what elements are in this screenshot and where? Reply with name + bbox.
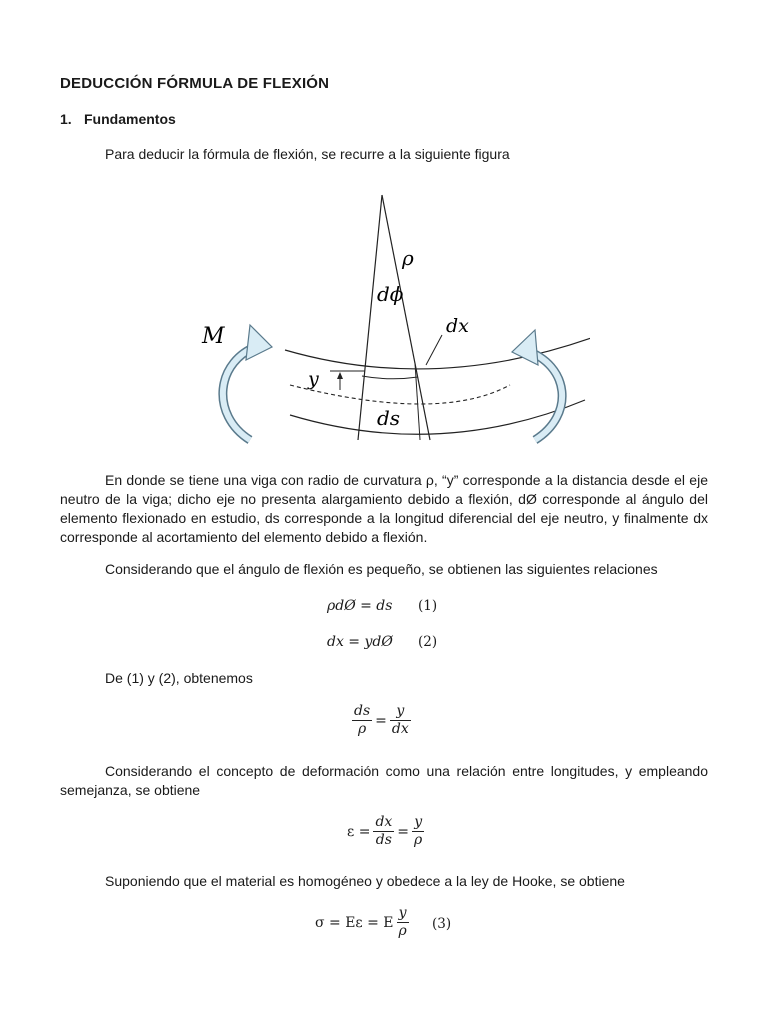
- stress-fraction-denominator: ρ: [398, 923, 407, 939]
- strain-fraction-1-numerator: dx: [375, 814, 393, 830]
- ratio-equals: =: [375, 712, 387, 729]
- stress-fraction-numerator: y: [397, 905, 409, 923]
- radius-line-left: [358, 195, 382, 440]
- moment-arrow-right-fill: [525, 350, 562, 440]
- label-dx: dx: [446, 315, 469, 337]
- equation-1-expression: ρdØ = ds: [327, 598, 393, 614]
- strain-equation: [344, 814, 424, 849]
- strain-fraction-2-denominator: ρ: [414, 832, 423, 848]
- ratio-rhs-numerator: y: [390, 703, 411, 721]
- element-top: [362, 376, 418, 379]
- curvature-paragraph: En donde se tiene una viga con radio de curvatura ρ, “y” corresponde a la distancia desde el eje neutro de la viga; dicho eje no presenta alargamiento debido a flexión, dØ corresponde al ángulo del elemento flexionado en estudio, ds corresponde a la longitud diferencial del eje neutro, y finalmente dx corresponde al acortamiento del elemento debido a flexión.: [60, 472, 708, 545]
- equation-1-number: (1): [418, 598, 438, 614]
- moment-arrow-left-body: [223, 345, 260, 440]
- section-number: 1.: [60, 111, 72, 127]
- ratio-rhs-fraction: [390, 703, 411, 738]
- stress-lhs: σ = Eε = E: [315, 914, 394, 931]
- section-title: Fundamentos: [84, 111, 176, 127]
- equation-2: [327, 634, 393, 650]
- ratio-lhs-numerator: ds: [354, 703, 371, 719]
- combine-paragraph: De (1) y (2), obtenemos: [105, 670, 253, 686]
- stress-equation: [312, 905, 409, 940]
- section-heading: [60, 111, 176, 127]
- label-ds: ds: [377, 406, 401, 430]
- label-M: M: [202, 324, 225, 349]
- dx-leader-line: [426, 335, 442, 365]
- beam-bottom-edge: [290, 400, 585, 434]
- small-angle-paragraph: Considerando que el ángulo de flexión es pequeño, se obtienen las siguientes relaciones: [105, 561, 658, 577]
- strain-equals: =: [397, 823, 410, 840]
- equation-2-number: (2): [418, 634, 438, 650]
- equation-3-number: (3): [432, 916, 452, 932]
- stress-fraction: [397, 905, 409, 940]
- neutral-axis: [290, 385, 510, 404]
- strain-fraction-2: [412, 814, 424, 849]
- label-rho: ρ: [402, 246, 414, 270]
- ratio-equation: [352, 703, 411, 738]
- radius-line-right: [382, 195, 430, 440]
- ratio-rhs-denominator: dx: [391, 721, 409, 737]
- strain-fraction-2-numerator: y: [412, 814, 424, 832]
- y-arrow-head: [337, 372, 343, 379]
- hooke-paragraph: Suponiendo que el material es homogéneo y obedece a la ley de Hooke, se obtiene: [105, 873, 625, 889]
- beam-bending-figure: [190, 185, 590, 455]
- ratio-lhs-denominator: ρ: [357, 721, 367, 737]
- label-dphi: dϕ: [377, 282, 404, 306]
- strain-fraction-1-denominator: ds: [375, 832, 392, 848]
- intro-paragraph: Para deducir la fórmula de flexión, se recurre a la siguiente figura: [105, 146, 510, 162]
- moment-arrow-right-head: [512, 330, 538, 365]
- label-y: y: [308, 368, 319, 390]
- equation-1: [327, 598, 392, 614]
- strain-lhs: ε =: [347, 823, 371, 840]
- deformation-paragraph: Considerando el concepto de deformación como una relación entre longitudes, y empleando semejanza, se obtiene: [60, 763, 708, 798]
- moment-arrow-left-head: [246, 325, 272, 360]
- equation-2-expression: dx = ydØ: [327, 634, 393, 650]
- page-title: DEDUCCIÓN FÓRMULA DE FLEXIÓN: [60, 75, 330, 92]
- strain-fraction-1: [373, 814, 394, 849]
- ratio-lhs-fraction: [352, 703, 372, 738]
